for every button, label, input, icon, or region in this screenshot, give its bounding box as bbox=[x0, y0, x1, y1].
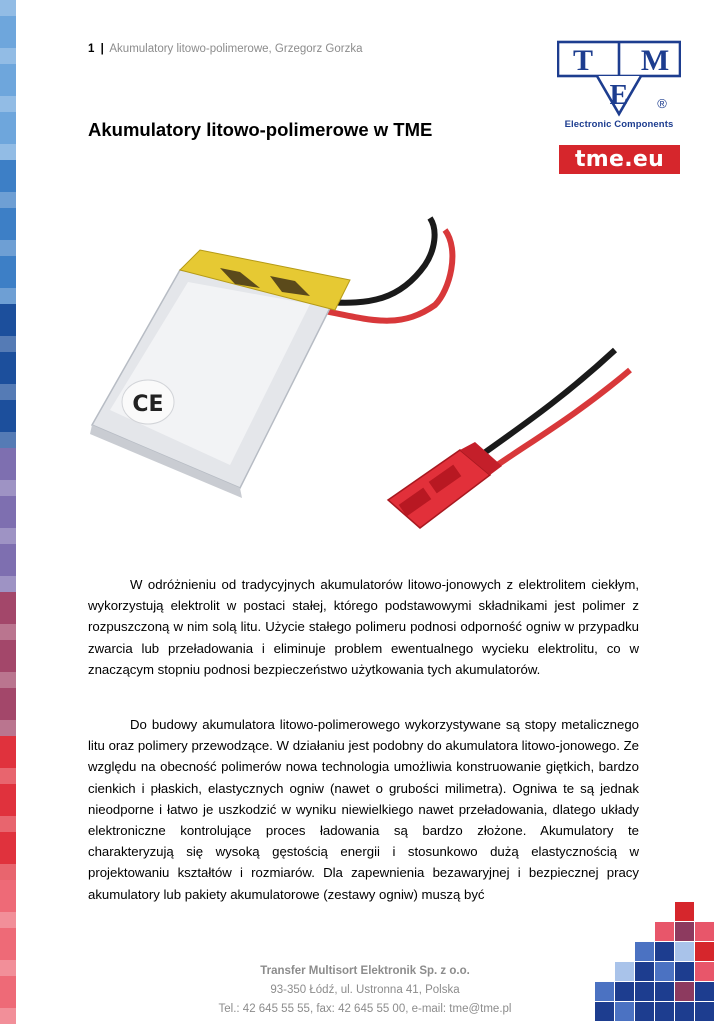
strip-tile bbox=[0, 816, 16, 832]
strip-tile bbox=[0, 272, 16, 288]
mosaic-tile bbox=[615, 1002, 634, 1021]
strip-tile bbox=[0, 336, 16, 352]
strip-tile bbox=[0, 464, 16, 480]
strip-tile bbox=[0, 368, 16, 384]
strip-tile bbox=[0, 976, 16, 992]
page-footer bbox=[160, 962, 570, 1019]
strip-tile bbox=[0, 848, 16, 864]
strip-tile bbox=[0, 144, 16, 160]
strip-tile bbox=[0, 480, 16, 496]
strip-tile bbox=[0, 624, 16, 640]
logo-letter-e: E bbox=[609, 80, 629, 111]
strip-tile bbox=[0, 256, 16, 272]
strip-tile bbox=[0, 768, 16, 784]
strip-tile bbox=[0, 176, 16, 192]
strip-tile bbox=[0, 608, 16, 624]
strip-tile bbox=[0, 320, 16, 336]
strip-tile bbox=[0, 960, 16, 976]
paragraph-1-text: W odróżnieniu od tradycyjnych akumulatorów litowo-jonowych z elektrolitem ciekłym, wykorzystują elektrolit w postaci stałej, którego podstawowymi składnikami jest polimer z rozpuszczoną w nim solą litu. Użycie stałego polimeru podnosi odporność ogniw w przypadku zwarcia lub przeładowania i eliminuje problem ewentualnego wycieku elektrolitu, co w znaczącym stopniu podnosi bezpieczeństwo użytkowania tych akumulatorów. bbox=[88, 577, 639, 677]
mosaic-tile bbox=[695, 962, 714, 981]
strip-tile bbox=[0, 944, 16, 960]
strip-tile bbox=[0, 912, 16, 928]
strip-tile bbox=[0, 432, 16, 448]
footer-contact: Tel.: 42 645 55 55, fax: 42 645 55 00, e-mail: tme@tme.pl bbox=[218, 1003, 512, 1015]
paragraph-1 bbox=[88, 574, 639, 680]
header-separator: | bbox=[100, 43, 104, 55]
running-header bbox=[88, 43, 362, 55]
page-number: 1 bbox=[88, 43, 95, 55]
left-decorative-strip bbox=[0, 0, 16, 1024]
strip-tile bbox=[0, 528, 16, 544]
page-title: Akumulatory litowo-polimerowe w TME bbox=[88, 119, 433, 140]
strip-tile bbox=[0, 864, 16, 880]
strip-tile bbox=[0, 1008, 16, 1024]
mosaic-tile bbox=[635, 1002, 654, 1021]
paragraph-2 bbox=[88, 714, 639, 905]
running-title: Akumulatory litowo-polimerowe, Grzegorz Gorzka bbox=[109, 43, 363, 55]
strip-tile bbox=[0, 928, 16, 944]
strip-tile bbox=[0, 352, 16, 368]
strip-tile bbox=[0, 112, 16, 128]
strip-tile bbox=[0, 192, 16, 208]
strip-tile bbox=[0, 224, 16, 240]
strip-tile bbox=[0, 400, 16, 416]
mosaic-tile bbox=[675, 982, 694, 1001]
mosaic-tile bbox=[655, 922, 674, 941]
mosaic-tile bbox=[675, 942, 694, 961]
strip-tile bbox=[0, 656, 16, 672]
strip-tile bbox=[0, 512, 16, 528]
mosaic-tile bbox=[695, 922, 714, 941]
strip-tile bbox=[0, 784, 16, 800]
paragraph-2-text: Do budowy akumulatora litowo-polimerowego wykorzystywane są stopy metalicznego litu oraz polimery przewodzące. W działaniu jest podobny do akumulatora litowo-jonowego. Ze względu na obecność polimerów nowa technologia umożliwia konstruowanie giętkich, bardzo cienkich i płaskich, elastycznych ogniw (nawet o grubości milimetra). Ogniwa te są jednak nieodporne i łatwo je uszkodzić w wyniku niewielkiego nawet przeładowania, dlatego układy elektroniczne kontrolujące proces ładowania są bardzo złożone. Akumulatory te charakteryzują się wysoką gęstością energii i stosunkowo dużą elastycznością w projektowaniu kształtów i rozmiarów. Dla zapewnienia bezawaryjnej i bezpiecznej pracy akumulatory lub pakiety akumulatorowe (zestawy ogniw) muszą być bbox=[88, 717, 639, 902]
strip-tile bbox=[0, 672, 16, 688]
strip-tile bbox=[0, 128, 16, 144]
strip-tile bbox=[0, 288, 16, 304]
footer-address: 93-350 Łódź, ul. Ustronna 41, Polska bbox=[270, 984, 460, 996]
strip-tile bbox=[0, 32, 16, 48]
strip-tile bbox=[0, 992, 16, 1008]
mosaic-tile bbox=[695, 982, 714, 1001]
tme-eu-badge: tme.eu bbox=[559, 145, 680, 174]
mosaic-tile bbox=[655, 1002, 674, 1021]
strip-tile bbox=[0, 96, 16, 112]
mosaic-tile bbox=[675, 1002, 694, 1021]
strip-tile bbox=[0, 416, 16, 432]
mosaic-tile bbox=[675, 922, 694, 941]
mosaic-tile bbox=[635, 982, 654, 1001]
mosaic-tile bbox=[635, 962, 654, 981]
mosaic-tile bbox=[675, 902, 694, 921]
strip-tile bbox=[0, 16, 16, 32]
strip-tile bbox=[0, 544, 16, 560]
strip-tile bbox=[0, 0, 16, 16]
strip-tile bbox=[0, 880, 16, 896]
logo-caption: Electronic Components bbox=[564, 119, 674, 130]
registered-mark: ® bbox=[657, 96, 667, 111]
mosaic-tile bbox=[615, 962, 634, 981]
mosaic-tile bbox=[695, 942, 714, 961]
strip-tile bbox=[0, 64, 16, 80]
logo-letter-t: T bbox=[572, 44, 594, 77]
strip-tile bbox=[0, 800, 16, 816]
footer-company: Transfer Multisort Elektronik Sp. z o.o. bbox=[260, 965, 470, 977]
mosaic-tile bbox=[655, 942, 674, 961]
lipo-battery-image bbox=[70, 210, 640, 570]
strip-tile bbox=[0, 576, 16, 592]
strip-tile bbox=[0, 736, 16, 752]
strip-tile bbox=[0, 720, 16, 736]
strip-tile bbox=[0, 896, 16, 912]
strip-tile bbox=[0, 208, 16, 224]
strip-tile bbox=[0, 240, 16, 256]
strip-tile bbox=[0, 48, 16, 64]
strip-tile bbox=[0, 688, 16, 704]
decorative-mosaic bbox=[580, 890, 725, 1024]
strip-tile bbox=[0, 592, 16, 608]
strip-tile bbox=[0, 80, 16, 96]
strip-tile bbox=[0, 304, 16, 320]
strip-tile bbox=[0, 496, 16, 512]
mosaic-tile bbox=[655, 982, 674, 1001]
mosaic-tile bbox=[635, 942, 654, 961]
mosaic-tile bbox=[615, 982, 634, 1001]
strip-tile bbox=[0, 752, 16, 768]
strip-tile bbox=[0, 704, 16, 720]
mosaic-tile bbox=[675, 962, 694, 981]
mosaic-tile bbox=[695, 1002, 714, 1021]
logo-letter-m: M bbox=[640, 44, 670, 77]
strip-tile bbox=[0, 560, 16, 576]
strip-tile bbox=[0, 448, 16, 464]
strip-tile bbox=[0, 640, 16, 656]
mosaic-tile bbox=[595, 1002, 614, 1021]
ce-mark: CE bbox=[132, 392, 164, 417]
mosaic-tile bbox=[595, 982, 614, 1001]
mosaic-tile bbox=[655, 962, 674, 981]
strip-tile bbox=[0, 832, 16, 848]
strip-tile bbox=[0, 160, 16, 176]
strip-tile bbox=[0, 384, 16, 400]
